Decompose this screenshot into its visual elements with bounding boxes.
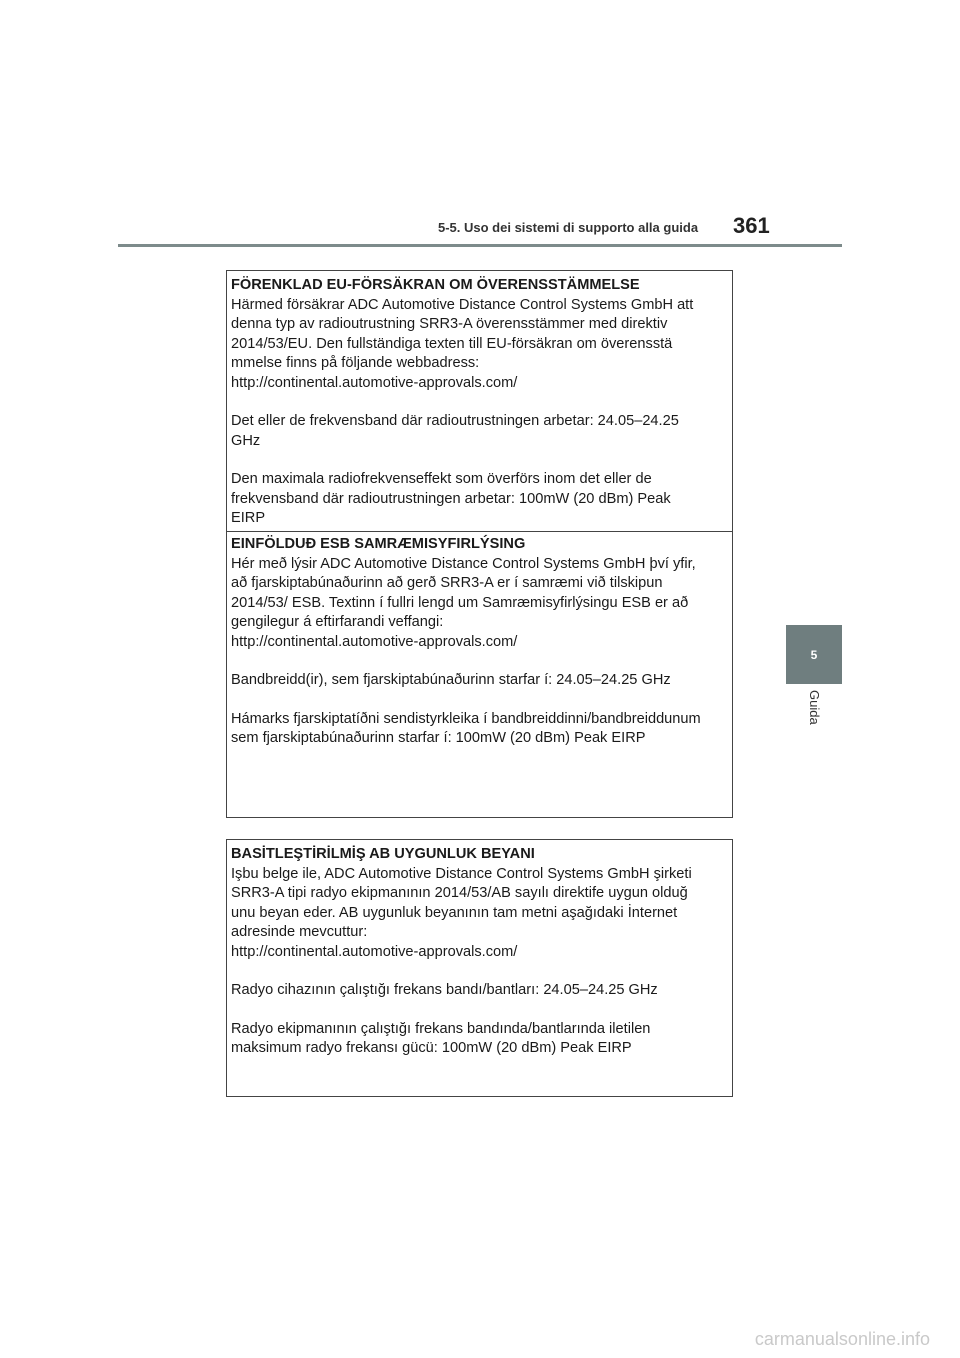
turkish-frequency: Radyo cihazının çalıştığı frekans bandı/bantları: 24.05–24.25 GHz (231, 982, 658, 998)
icelandic-declaration (231, 535, 729, 749)
turkish-power: Radyo ekipmanının çalıştığı frekans bandında/bantlarında iletilen (231, 1020, 651, 1037)
swedish-frequency: GHz (231, 432, 261, 449)
turkish-line: Işbu belge ile, ADC Automotive Distance Control Systems GmbH şirketi (231, 865, 692, 882)
section-heading: 5-5. Uso dei sistemi di supporto alla guida (438, 220, 699, 235)
turkish-declaration (231, 845, 729, 1059)
swedish-power: EIRP (231, 510, 266, 526)
chapter-tab[interactable] (786, 625, 842, 684)
turkish-line: SRR3-A tipi radyo ekipmanının 2014/53/AB sayılı direktife uygun olduğ (231, 885, 688, 901)
declaration-box-1 (226, 270, 733, 818)
page-number: 361 (733, 213, 770, 238)
chapter-label: Guida (807, 690, 822, 725)
declaration-box-2 (226, 839, 733, 1097)
icelandic-power: sem fjarskiptabúnaðurinn starfar í: 100mW (20 dBm) Peak EIRP (231, 730, 646, 746)
turkish-url: http://continental.automotive-approvals.com/ (231, 943, 518, 960)
swedish-declaration (231, 276, 729, 529)
chapter-number: 5 (810, 647, 818, 662)
turkish-power: maksimum radyo frekansı gücü: 100mW (20 dBm) Peak EIRP (231, 1040, 632, 1056)
swedish-line: 2014/53/EU. Den fullständiga texten till EU-försäkran om överensstä (231, 335, 673, 352)
icelandic-power: Hámarks fjarskiptatíðni sendistyrkleika í bandbreiddinni/bandbreiddunum (231, 710, 701, 727)
icelandic-frequency: Bandbreidd(ir), sem fjarskiptabúnaðurinn starfar í: 24.05–24.25 GHz (231, 672, 671, 688)
swedish-line: denna typ av radioutrustning SRR3-A överensstämmer med direktiv (231, 316, 668, 332)
icelandic-line: 2014/53/ ESB. Textinn í fullri lengd um Samræmisyfirlýsingu ESB er að (231, 594, 689, 611)
watermark: carmanualsonline.info (754, 1329, 930, 1349)
header-divider (118, 244, 842, 247)
icelandic-line: Hér með lýsir ADC Automotive Distance Control Systems GmbH því yfir, (231, 555, 696, 572)
turkish-line: adresinde mevcuttur: (231, 924, 368, 940)
swedish-frequency: Det eller de frekvensband där radioutrustningen arbetar: 24.05–24.25 (231, 413, 679, 429)
swedish-url: http://continental.automotive-approvals.com/ (231, 374, 518, 391)
icelandic-title: EINFÖLDUÐ ESB SAMRÆMISYFIRLÝSING (231, 536, 526, 552)
turkish-title: BASİTLEŞTİRİLMİŞ AB UYGUNLUK BEYANI (231, 846, 535, 862)
section-divider (226, 531, 733, 532)
swedish-line: mmelse finns på följande webbadress: (231, 355, 480, 371)
swedish-power: frekvensband där radioutrustningen arbetar: 100mW (20 dBm) Peak (231, 490, 671, 507)
turkish-line: unu beyan eder. AB uygunluk beyanının tam metni aşağıdaki İnternet (231, 904, 678, 921)
swedish-title: FÖRENKLAD EU-FÖRSÄKRAN OM ÖVERENSSTÄMMELSE (231, 277, 640, 293)
swedish-line: Härmed försäkrar ADC Automotive Distance Control Systems GmbH att (231, 296, 694, 313)
icelandic-url: http://continental.automotive-approvals.com/ (231, 633, 518, 650)
swedish-power: Den maximala radiofrekvenseffekt som överförs inom det eller de (231, 471, 652, 487)
icelandic-line: gengilegur á eftirfarandi veffangi: (231, 614, 444, 630)
icelandic-line: að fjarskiptabúnaðurinn að gerð SRR3-A er í samræmi við tilskipun (231, 575, 663, 591)
